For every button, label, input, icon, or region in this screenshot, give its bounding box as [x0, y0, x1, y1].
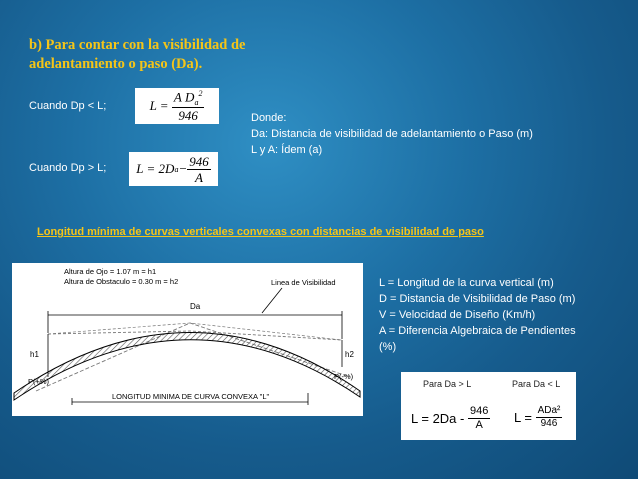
condition-case1: Cuando Dp < L; — [29, 100, 107, 112]
formula-short-sight — [135, 88, 219, 124]
definition-la: L y A: Ídem (a) — [251, 144, 323, 156]
definitions-block — [251, 110, 533, 158]
curve-length-label: LONGITUD MINIMA DE CURVA CONVEXA "L" — [112, 392, 270, 401]
slope-right-label: P(-%) — [334, 372, 354, 381]
summary-formula-2-num: ADa² — [537, 405, 561, 416]
eye-height-label: Altura de Ojo = 1.07 m = h1 — [64, 267, 157, 276]
slope-left-label: P(+%) — [28, 377, 50, 386]
formula1-denominator: 946 — [178, 108, 198, 124]
summary-formula-2-fraction — [536, 406, 563, 429]
formula-long-sight — [129, 152, 218, 186]
formula1-sup: 2 — [198, 88, 203, 98]
formula2-denominator: A — [194, 169, 203, 185]
formula1-sub: a — [194, 97, 199, 107]
formula2-numerator: 946 — [189, 153, 209, 169]
definitions-header: Donde: — [251, 112, 287, 124]
summary-formula-1-num: 946 — [469, 405, 489, 417]
da-label: Da — [190, 302, 201, 311]
summary-formula-1-lhs: L = 2Da - — [411, 411, 465, 426]
variable-legend — [379, 275, 629, 355]
summary-formula-1-den: A — [475, 419, 483, 431]
section-title-line1: b) Para contar con la visibilidad de — [29, 37, 246, 53]
formula2-sub: a — [174, 164, 179, 174]
formula-summary-table — [401, 372, 576, 440]
summary-formula-1-fraction — [468, 406, 490, 431]
h1-label: h1 — [30, 350, 39, 359]
summary-formula-1 — [411, 406, 490, 431]
section-subtitle: Longitud mínima de curvas verticales convexas con distancias de visibilidad de paso — [37, 226, 484, 238]
legend-v: V = Velocidad de Diseño (Km/h) — [379, 309, 536, 321]
legend-a: A = Diferencia Algebraica de Pendientes — [379, 325, 576, 337]
formula1-lhs: L = — [149, 98, 169, 113]
obstacle-height-label: Altura de Obstaculo = 0.30 m = h2 — [64, 277, 179, 286]
formula1-a: A — [173, 88, 182, 104]
summary-formula-2 — [514, 406, 562, 429]
definition-da: Da: Distancia de visibilidad de adelantamiento o Paso (m) — [251, 128, 533, 140]
section-title — [29, 36, 329, 74]
summary-formula-2-lhs: L = — [514, 410, 532, 425]
summary-head-da-gt-l: Para Da > L — [423, 379, 472, 389]
formula2-fraction — [187, 155, 211, 184]
formula2-lhs: L = 2D — [136, 161, 175, 176]
convex-curve-diagram — [12, 263, 363, 416]
road-curve — [14, 332, 360, 400]
condition-case2: Cuando Dp > L; — [29, 162, 107, 174]
legend-d: D = Distancia de Visibilidad de Paso (m) — [379, 293, 576, 305]
convex-curve-svg — [12, 263, 363, 416]
legend-a-cont: (%) — [379, 341, 397, 353]
h2-label: h2 — [345, 350, 354, 359]
formula1-numerator — [172, 90, 205, 109]
sight-line-pointer — [262, 288, 282, 313]
summary-head-da-lt-l: Para Da < L — [512, 379, 561, 389]
formula1-fraction — [172, 90, 205, 123]
sight-line-label: Linea de Visibilidad — [271, 278, 336, 287]
formula2-minus: − — [178, 161, 188, 176]
formula1-d: D — [185, 88, 195, 104]
summary-formula-2-den: 946 — [540, 418, 558, 429]
legend-l: L = Longitud de la curva vertical (m) — [379, 277, 554, 289]
section-title-line2: adelantamiento o paso (Da). — [29, 56, 203, 72]
